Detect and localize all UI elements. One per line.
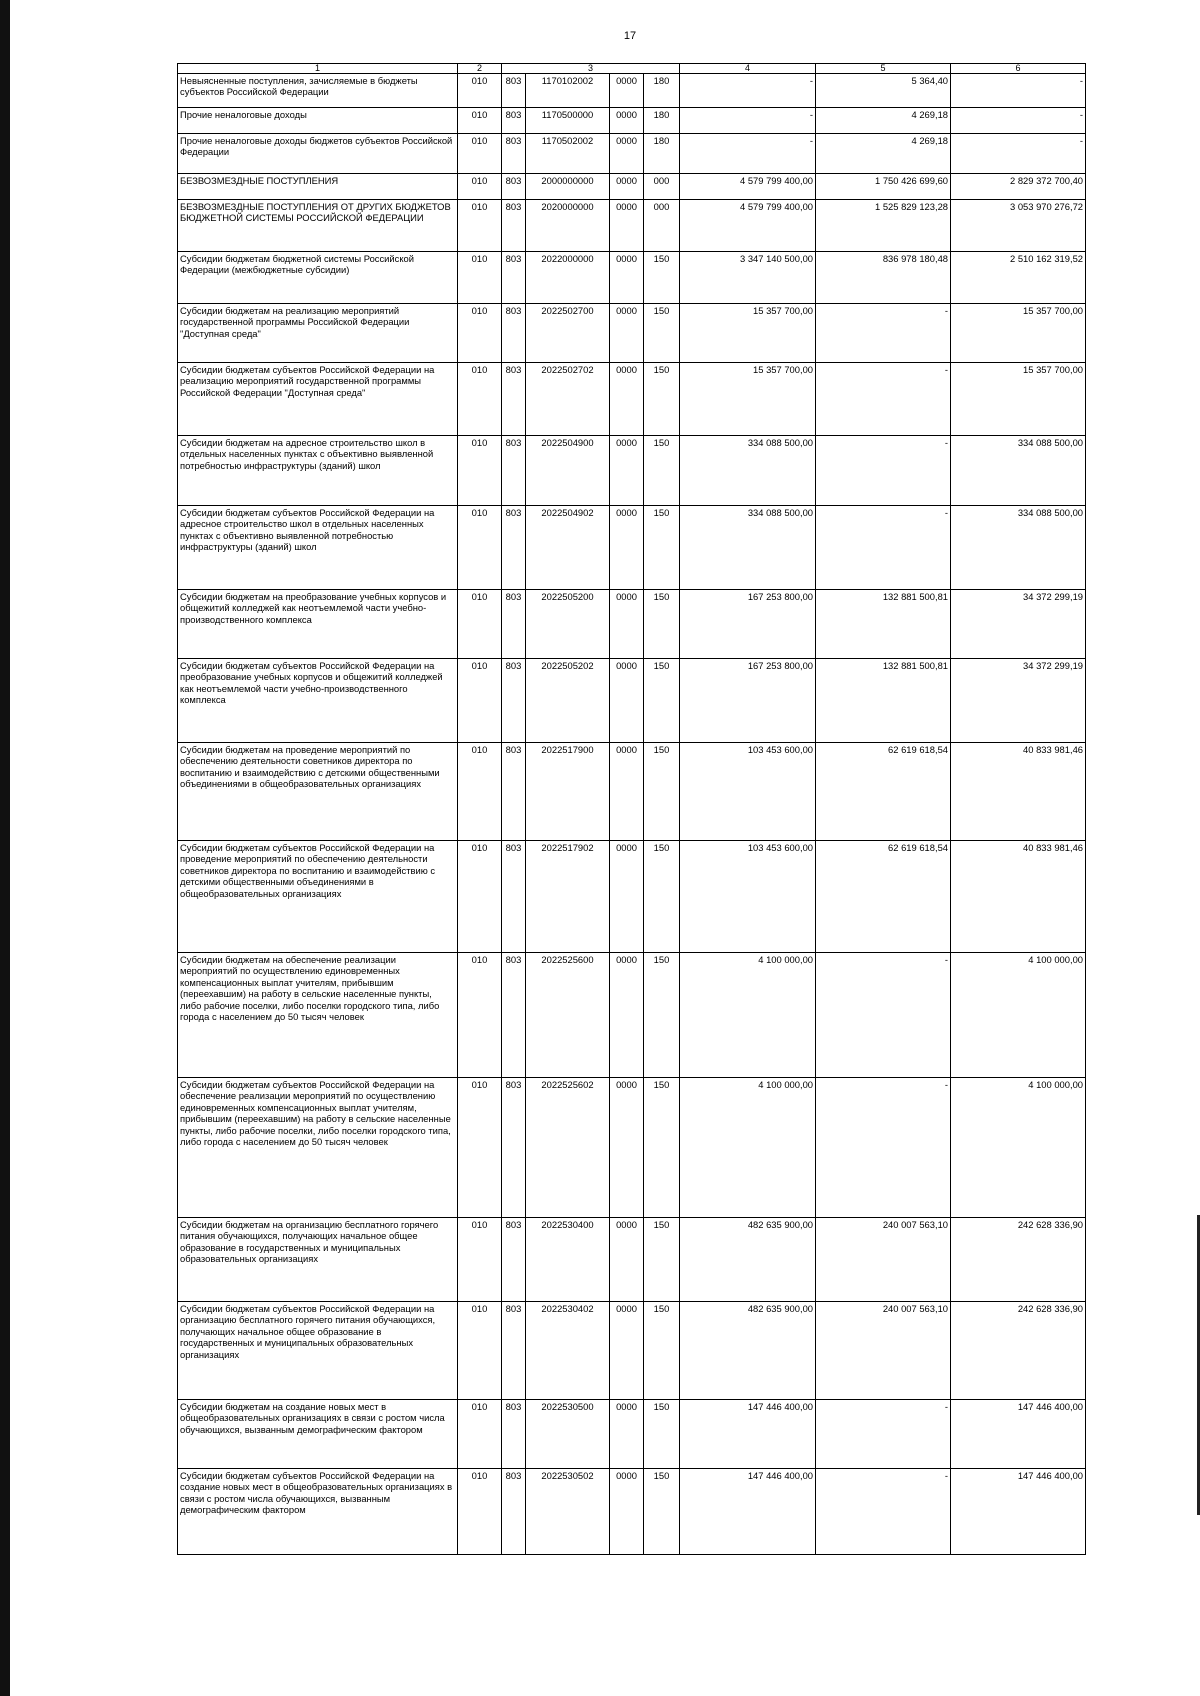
unexecuted-amount: 2 510 162 319,52 xyxy=(951,252,1086,304)
table-row xyxy=(178,590,1086,659)
row-name: Субсидии бюджетам субъектов Российской Федерации на проведение мероприятий по обеспечению деятельности советников директора по воспитанию и взаимодействию с детскими общественными объединениями в общеобразовательных организациях xyxy=(178,841,458,953)
line-code: 010 xyxy=(458,659,502,743)
executed-amount: - xyxy=(816,1400,951,1469)
admin-code: 803 xyxy=(502,1302,526,1400)
executed-amount: 132 881 500,81 xyxy=(816,659,951,743)
program-code: 0000 xyxy=(610,1078,644,1218)
line-code: 010 xyxy=(458,108,502,134)
table-row xyxy=(178,304,1086,363)
approved-amount: 3 347 140 500,00 xyxy=(680,252,816,304)
program-code: 0000 xyxy=(610,841,644,953)
program-code: 0000 xyxy=(610,363,644,436)
table-row xyxy=(178,363,1086,436)
program-code: 0000 xyxy=(610,200,644,252)
kosgu-code: 150 xyxy=(644,363,680,436)
kosgu-code: 150 xyxy=(644,1400,680,1469)
executed-amount: 4 269,18 xyxy=(816,108,951,134)
revenue-code: 1170102002 xyxy=(526,74,610,108)
executed-amount: 1 525 829 123,28 xyxy=(816,200,951,252)
unexecuted-amount: - xyxy=(951,74,1086,108)
table-row xyxy=(178,841,1086,953)
revenue-code: 2022504900 xyxy=(526,436,610,506)
table-row xyxy=(178,74,1086,108)
row-name: Субсидии бюджетам субъектов Российской Федерации на реализацию мероприятий государственной программы Российской Федерации "Доступная среда" xyxy=(178,363,458,436)
table-row xyxy=(178,252,1086,304)
line-code: 010 xyxy=(458,304,502,363)
kosgu-code: 150 xyxy=(644,841,680,953)
row-name: Субсидии бюджетам на создание новых мест в общеобразовательных организациях в связи с ростом числа обучающихся, вызванным демографическим фактором xyxy=(178,1400,458,1469)
unexecuted-amount: 147 446 400,00 xyxy=(951,1469,1086,1555)
approved-amount: 103 453 600,00 xyxy=(680,743,816,841)
program-code: 0000 xyxy=(610,590,644,659)
kosgu-code: 180 xyxy=(644,74,680,108)
executed-amount: - xyxy=(816,363,951,436)
unexecuted-amount: 34 372 299,19 xyxy=(951,659,1086,743)
line-code: 010 xyxy=(458,1218,502,1302)
program-code: 0000 xyxy=(610,74,644,108)
unexecuted-amount: 3 053 970 276,72 xyxy=(951,200,1086,252)
admin-code: 803 xyxy=(502,436,526,506)
row-name: Субсидии бюджетам на преобразование учебных корпусов и общежитий колледжей как неотъемлемой части учебно-производственного комплекса xyxy=(178,590,458,659)
kosgu-code: 000 xyxy=(644,200,680,252)
unexecuted-amount: 4 100 000,00 xyxy=(951,953,1086,1078)
program-code: 0000 xyxy=(610,1400,644,1469)
unexecuted-amount: 40 833 981,46 xyxy=(951,841,1086,953)
revenue-code: 2022505202 xyxy=(526,659,610,743)
admin-code: 803 xyxy=(502,108,526,134)
executed-amount: 132 881 500,81 xyxy=(816,590,951,659)
line-code: 010 xyxy=(458,363,502,436)
unexecuted-amount: 40 833 981,46 xyxy=(951,743,1086,841)
executed-amount: 836 978 180,48 xyxy=(816,252,951,304)
revenue-code: 2022530400 xyxy=(526,1218,610,1302)
kosgu-code: 150 xyxy=(644,252,680,304)
line-code: 010 xyxy=(458,436,502,506)
row-name: БЕЗВОЗМЕЗДНЫЕ ПОСТУПЛЕНИЯ ОТ ДРУГИХ БЮДЖЕТОВ БЮДЖЕТНОЙ СИСТЕМЫ РОССИЙСКОЙ ФЕДЕРАЦИИ xyxy=(178,200,458,252)
approved-amount: 15 357 700,00 xyxy=(680,363,816,436)
executed-amount: - xyxy=(816,436,951,506)
line-code: 010 xyxy=(458,590,502,659)
kosgu-code: 150 xyxy=(644,506,680,590)
approved-amount: 15 357 700,00 xyxy=(680,304,816,363)
admin-code: 803 xyxy=(502,1078,526,1218)
kosgu-code: 150 xyxy=(644,590,680,659)
approved-amount: 482 635 900,00 xyxy=(680,1302,816,1400)
admin-code: 803 xyxy=(502,134,526,174)
unexecuted-amount: 34 372 299,19 xyxy=(951,590,1086,659)
executed-amount: 1 750 426 699,60 xyxy=(816,174,951,200)
line-code: 010 xyxy=(458,1078,502,1218)
admin-code: 803 xyxy=(502,1469,526,1555)
page-number: 17 xyxy=(623,30,637,42)
unexecuted-amount: 15 357 700,00 xyxy=(951,304,1086,363)
revenue-code: 2022517902 xyxy=(526,841,610,953)
unexecuted-amount: 334 088 500,00 xyxy=(951,436,1086,506)
admin-code: 803 xyxy=(502,363,526,436)
table-row xyxy=(178,1400,1086,1469)
row-name: Субсидии бюджетам бюджетной системы Российской Федерации (межбюджетные субсидии) xyxy=(178,252,458,304)
unexecuted-amount: 15 357 700,00 xyxy=(951,363,1086,436)
line-code: 010 xyxy=(458,953,502,1078)
table-row xyxy=(178,743,1086,841)
row-name: Субсидии бюджетам на обеспечение реализации мероприятий по осуществлению единовременных компенсационных выплат учителям, прибывшим (переехавшим) на работу в сельские населенные пункты, либо рабочие поселки, либо поселки городского типа, либо города с населением до 50 тысяч человек xyxy=(178,953,458,1078)
table-row xyxy=(178,1302,1086,1400)
column-number-row xyxy=(178,64,1086,74)
kosgu-code: 150 xyxy=(644,659,680,743)
kosgu-code: 150 xyxy=(644,304,680,363)
admin-code: 803 xyxy=(502,304,526,363)
revenue-code: 2022530502 xyxy=(526,1469,610,1555)
table-row xyxy=(178,108,1086,134)
kosgu-code: 150 xyxy=(644,1302,680,1400)
row-name: Субсидии бюджетам на организацию бесплатного горячего питания обучающихся, получающих начальное общее образование в государственных и муниципальных образовательных организациях xyxy=(178,1218,458,1302)
row-name: Субсидии бюджетам на адресное строительство школ в отдельных населенных пунктах с объективно выявленной потребностью инфраструктуры (зданий) школ xyxy=(178,436,458,506)
executed-amount: - xyxy=(816,953,951,1078)
program-code: 0000 xyxy=(610,743,644,841)
line-code: 010 xyxy=(458,506,502,590)
admin-code: 803 xyxy=(502,252,526,304)
column-number: 5 xyxy=(816,64,951,74)
revenue-code: 1170500000 xyxy=(526,108,610,134)
admin-code: 803 xyxy=(502,174,526,200)
row-name: БЕЗВОЗМЕЗДНЫЕ ПОСТУПЛЕНИЯ xyxy=(178,174,458,200)
table-row xyxy=(178,174,1086,200)
table-row xyxy=(178,200,1086,252)
admin-code: 803 xyxy=(502,74,526,108)
row-name: Субсидии бюджетам субъектов Российской Федерации на создание новых мест в общеобразовательных организациях в связи с ростом числа обучающихся, вызванным демографическим фактором xyxy=(178,1469,458,1555)
line-code: 010 xyxy=(458,134,502,174)
table-row xyxy=(178,134,1086,174)
approved-amount: 4 579 799 400,00 xyxy=(680,174,816,200)
approved-amount: 482 635 900,00 xyxy=(680,1218,816,1302)
line-code: 010 xyxy=(458,174,502,200)
admin-code: 803 xyxy=(502,659,526,743)
program-code: 0000 xyxy=(610,134,644,174)
row-name: Прочие неналоговые доходы xyxy=(178,108,458,134)
executed-amount: 240 007 563,10 xyxy=(816,1302,951,1400)
approved-amount: 147 446 400,00 xyxy=(680,1469,816,1555)
approved-amount: 103 453 600,00 xyxy=(680,841,816,953)
table-row xyxy=(178,1218,1086,1302)
admin-code: 803 xyxy=(502,506,526,590)
program-code: 0000 xyxy=(610,174,644,200)
revenue-code: 2022504902 xyxy=(526,506,610,590)
unexecuted-amount: 334 088 500,00 xyxy=(951,506,1086,590)
program-code: 0000 xyxy=(610,108,644,134)
row-name: Субсидии бюджетам на проведение мероприятий по обеспечению деятельности советников директора по воспитанию и взаимодействию с детскими общественными объединениями в общеобразовательных организациях xyxy=(178,743,458,841)
column-number: 3 xyxy=(502,64,680,74)
revenue-code: 2022505200 xyxy=(526,590,610,659)
table-row xyxy=(178,506,1086,590)
line-code: 010 xyxy=(458,743,502,841)
program-code: 0000 xyxy=(610,1218,644,1302)
approved-amount: - xyxy=(680,108,816,134)
unexecuted-amount: 242 628 336,90 xyxy=(951,1218,1086,1302)
table-row xyxy=(178,1078,1086,1218)
approved-amount: 167 253 800,00 xyxy=(680,659,816,743)
admin-code: 803 xyxy=(502,200,526,252)
table-row xyxy=(178,659,1086,743)
unexecuted-amount: - xyxy=(951,134,1086,174)
kosgu-code: 180 xyxy=(644,108,680,134)
executed-amount: - xyxy=(816,304,951,363)
scan-edge-left xyxy=(0,0,10,1696)
program-code: 0000 xyxy=(610,1469,644,1555)
line-code: 010 xyxy=(458,200,502,252)
revenue-code: 1170502002 xyxy=(526,134,610,174)
approved-amount: - xyxy=(680,74,816,108)
kosgu-code: 150 xyxy=(644,1078,680,1218)
revenue-code: 2022502702 xyxy=(526,363,610,436)
executed-amount: - xyxy=(816,1469,951,1555)
unexecuted-amount: 2 829 372 700,40 xyxy=(951,174,1086,200)
approved-amount: 334 088 500,00 xyxy=(680,506,816,590)
executed-amount: 240 007 563,10 xyxy=(816,1218,951,1302)
approved-amount: 334 088 500,00 xyxy=(680,436,816,506)
admin-code: 803 xyxy=(502,590,526,659)
column-number: 6 xyxy=(951,64,1086,74)
table-row xyxy=(178,1469,1086,1555)
executed-amount: 5 364,40 xyxy=(816,74,951,108)
approved-amount: 4 579 799 400,00 xyxy=(680,200,816,252)
table-body xyxy=(178,64,1086,1555)
revenue-code: 2022525600 xyxy=(526,953,610,1078)
kosgu-code: 150 xyxy=(644,743,680,841)
row-name: Субсидии бюджетам субъектов Российской Федерации на преобразование учебных корпусов и общежитий колледжей как неотъемлемой части учебно-производственного комплекса xyxy=(178,659,458,743)
kosgu-code: 150 xyxy=(644,1218,680,1302)
revenue-code: 2022517900 xyxy=(526,743,610,841)
table-row xyxy=(178,436,1086,506)
executed-amount: 62 619 618,54 xyxy=(816,743,951,841)
kosgu-code: 180 xyxy=(644,134,680,174)
revenue-code: 2022000000 xyxy=(526,252,610,304)
line-code: 010 xyxy=(458,1469,502,1555)
column-number: 1 xyxy=(178,64,458,74)
program-code: 0000 xyxy=(610,252,644,304)
approved-amount: - xyxy=(680,134,816,174)
row-name: Субсидии бюджетам субъектов Российской Федерации на обеспечение реализации мероприятий по осуществлению единовременных компенсационных выплат учителям, прибывшим (переехавшим) на работу в сельские населенные пункты, либо рабочие поселки, либо поселки городского типа, либо города с населением до 50 тысяч человек xyxy=(178,1078,458,1218)
revenue-code: 2022502700 xyxy=(526,304,610,363)
revenue-table xyxy=(177,63,1086,1555)
program-code: 0000 xyxy=(610,953,644,1078)
revenue-code: 2020000000 xyxy=(526,200,610,252)
row-name: Субсидии бюджетам субъектов Российской Федерации на адресное строительство школ в отдельных населенных пунктах с объективно выявленной потребностью инфраструктуры (зданий) школ xyxy=(178,506,458,590)
kosgu-code: 150 xyxy=(644,1469,680,1555)
row-name: Субсидии бюджетам субъектов Российской Федерации на организацию бесплатного горячего питания обучающихся, получающих начальное общее образование в государственных и муниципальных образовательных организациях xyxy=(178,1302,458,1400)
line-code: 010 xyxy=(458,1302,502,1400)
kosgu-code: 150 xyxy=(644,953,680,1078)
admin-code: 803 xyxy=(502,1218,526,1302)
admin-code: 803 xyxy=(502,743,526,841)
approved-amount: 147 446 400,00 xyxy=(680,1400,816,1469)
approved-amount: 167 253 800,00 xyxy=(680,590,816,659)
admin-code: 803 xyxy=(502,841,526,953)
unexecuted-amount: - xyxy=(951,108,1086,134)
program-code: 0000 xyxy=(610,1302,644,1400)
kosgu-code: 000 xyxy=(644,174,680,200)
unexecuted-amount: 4 100 000,00 xyxy=(951,1078,1086,1218)
table-row xyxy=(178,953,1086,1078)
line-code: 010 xyxy=(458,74,502,108)
executed-amount: - xyxy=(816,1078,951,1218)
row-name: Субсидии бюджетам на реализацию мероприятий государственной программы Российской Федерации "Доступная среда" xyxy=(178,304,458,363)
admin-code: 803 xyxy=(502,1400,526,1469)
line-code: 010 xyxy=(458,841,502,953)
row-name: Невыясненные поступления, зачисляемые в бюджеты субъектов Российской Федерации xyxy=(178,74,458,108)
row-name: Прочие неналоговые доходы бюджетов субъектов Российской Федерации xyxy=(178,134,458,174)
program-code: 0000 xyxy=(610,506,644,590)
program-code: 0000 xyxy=(610,304,644,363)
approved-amount: 4 100 000,00 xyxy=(680,1078,816,1218)
program-code: 0000 xyxy=(610,659,644,743)
line-code: 010 xyxy=(458,1400,502,1469)
revenue-code: 2000000000 xyxy=(526,174,610,200)
line-code: 010 xyxy=(458,252,502,304)
executed-amount: - xyxy=(816,506,951,590)
revenue-code: 2022530500 xyxy=(526,1400,610,1469)
program-code: 0000 xyxy=(610,436,644,506)
executed-amount: 62 619 618,54 xyxy=(816,841,951,953)
column-number: 2 xyxy=(458,64,502,74)
column-number: 4 xyxy=(680,64,816,74)
unexecuted-amount: 147 446 400,00 xyxy=(951,1400,1086,1469)
unexecuted-amount: 242 628 336,90 xyxy=(951,1302,1086,1400)
approved-amount: 4 100 000,00 xyxy=(680,953,816,1078)
revenue-code: 2022525602 xyxy=(526,1078,610,1218)
admin-code: 803 xyxy=(502,953,526,1078)
revenue-code: 2022530402 xyxy=(526,1302,610,1400)
kosgu-code: 150 xyxy=(644,436,680,506)
executed-amount: 4 269,18 xyxy=(816,134,951,174)
